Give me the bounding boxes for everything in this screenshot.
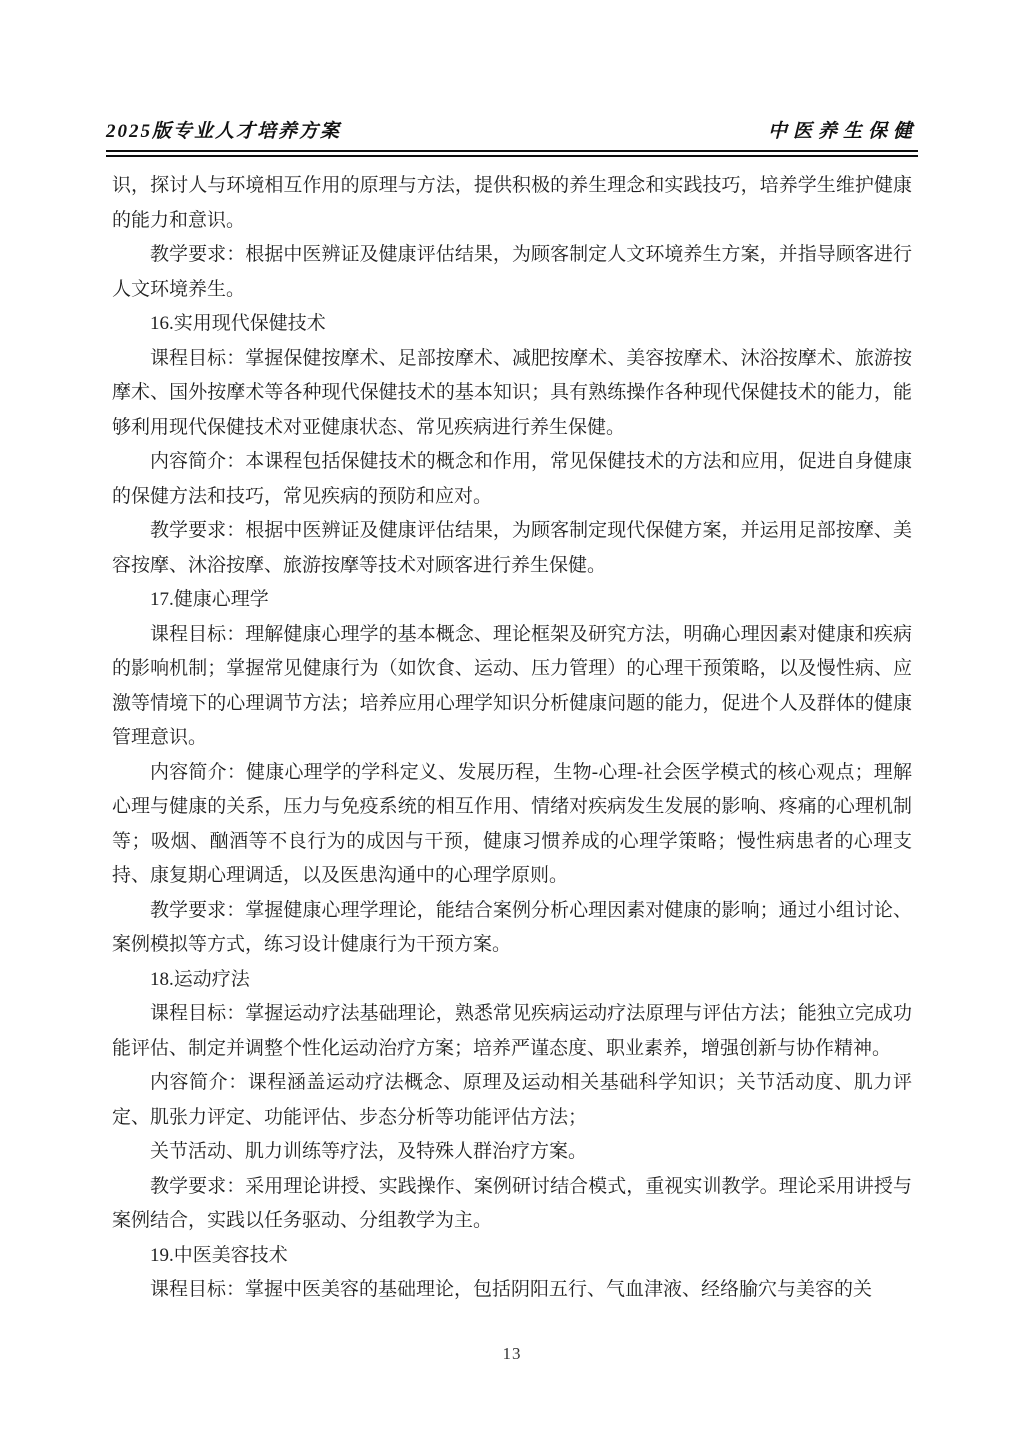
body-paragraph-content-intro: 内容简介：健康心理学的学科定义、发展历程，生物-心理-社会医学模式的核心观点；理解心理与健康的关系，压力与免疫系统的相互作用、情绪对疾病发生发展的影响、疼痛的心理机制等；吸烟、酗酒等不良行为的成因与干预，健康习惯养成的心理学策略；慢性病患者的心理支持、康复期心理调适，以及医患沟通中的心理学原则。	[112, 761, 912, 886]
body-paragraph-course-goal: 课程目标：掌握保健按摩术、足部按摩术、减肥按摩术、美容按摩术、沐浴按摩术、旅游按摩术、国外按摩术等各种现代保健技术的基本知识；具有熟练操作各种现代保健技术的能力，能够利用现代保健技术对亚健康状态、常见疾病进行养生保健。	[112, 347, 912, 438]
header-double-rule	[106, 150, 918, 157]
body-paragraph-teaching-req: 教学要求：采用理论讲授、实践操作、案例研讨结合模式，重视实训教学。理论采用讲授与案例结合，实践以任务驱动、分组教学为主。	[112, 1175, 912, 1231]
section-heading-19: 19.中医美容技术	[150, 1244, 288, 1266]
body-paragraph-content-intro: 内容简介：本课程包括保健技术的概念和作用，常见保健技术的方法和应用，促进自身健康的保健方法和技巧，常见疾病的预防和应对。	[112, 451, 912, 507]
section-heading-16: 16.实用现代保健技术	[150, 313, 326, 334]
body-paragraph-therapies: 关节活动、肌力训练等疗法，及特殊人群治疗方案。	[150, 1141, 588, 1162]
body-paragraph-teaching-req: 教学要求：掌握健康心理学理论，能结合案例分析心理因素对健康的影响；通过小组讨论、案例模拟等方式，练习设计健康行为干预方案。	[112, 899, 912, 955]
header-left-title: 2025版专业人才培养方案	[106, 121, 342, 142]
body-paragraph-course-goal: 课程目标：理解健康心理学的基本概念、理论框架及研究方法，明确心理因素对健康和疾病的影响机制；掌握常见健康行为（如饮食、运动、压力管理）的心理干预策略，以及慢性病、应激等情境下的心理调节方法；培养应用心理学知识分析健康问题的能力，促进个人及群体的健康管理意识。	[112, 623, 912, 748]
header-right-title: 中医养生保健	[767, 121, 918, 142]
section-heading-18: 18.运动疗法	[150, 968, 250, 990]
page-header	[106, 116, 918, 157]
document-body	[112, 169, 912, 1308]
page-footer	[0, 1344, 1024, 1364]
body-paragraph-teaching-req: 教学要求：根据中医辨证及健康评估结果，为顾客制定人文环境养生方案，并指导顾客进行人文环境养生。	[112, 244, 912, 300]
page-number: 13	[502, 1344, 522, 1363]
body-paragraph-teaching-req: 教学要求：根据中医辨证及健康评估结果，为顾客制定现代保健方案，并运用足部按摩、美容按摩、沐浴按摩、旅游按摩等技术对顾客进行养生保健。	[112, 520, 912, 576]
body-paragraph-course-goal: 课程目标：掌握中医美容的基础理论，包括阴阳五行、气血津液、经络腧穴与美容的关	[150, 1279, 873, 1300]
body-paragraph-content-intro: 内容简介：课程涵盖运动疗法概念、原理及运动相关基础科学知识；关节活动度、肌力评定、肌张力评定、功能评估、步态分析等功能评估方法；	[112, 1072, 912, 1128]
header-titles	[106, 116, 918, 143]
section-heading-17: 17.健康心理学	[150, 589, 269, 610]
body-paragraph-continuation: 识，探讨人与环境相互作用的原理与方法，提供积极的养生理念和实践技巧，培养学生维护健康的能力和意识。	[112, 175, 912, 231]
body-paragraph-course-goal: 课程目标：掌握运动疗法基础理论，熟悉常见疾病运动疗法原理与评估方法；能独立完成功能评估、制定并调整个性化运动治疗方案；培养严谨态度、职业素养，增强创新与协作精神。	[112, 1003, 912, 1059]
